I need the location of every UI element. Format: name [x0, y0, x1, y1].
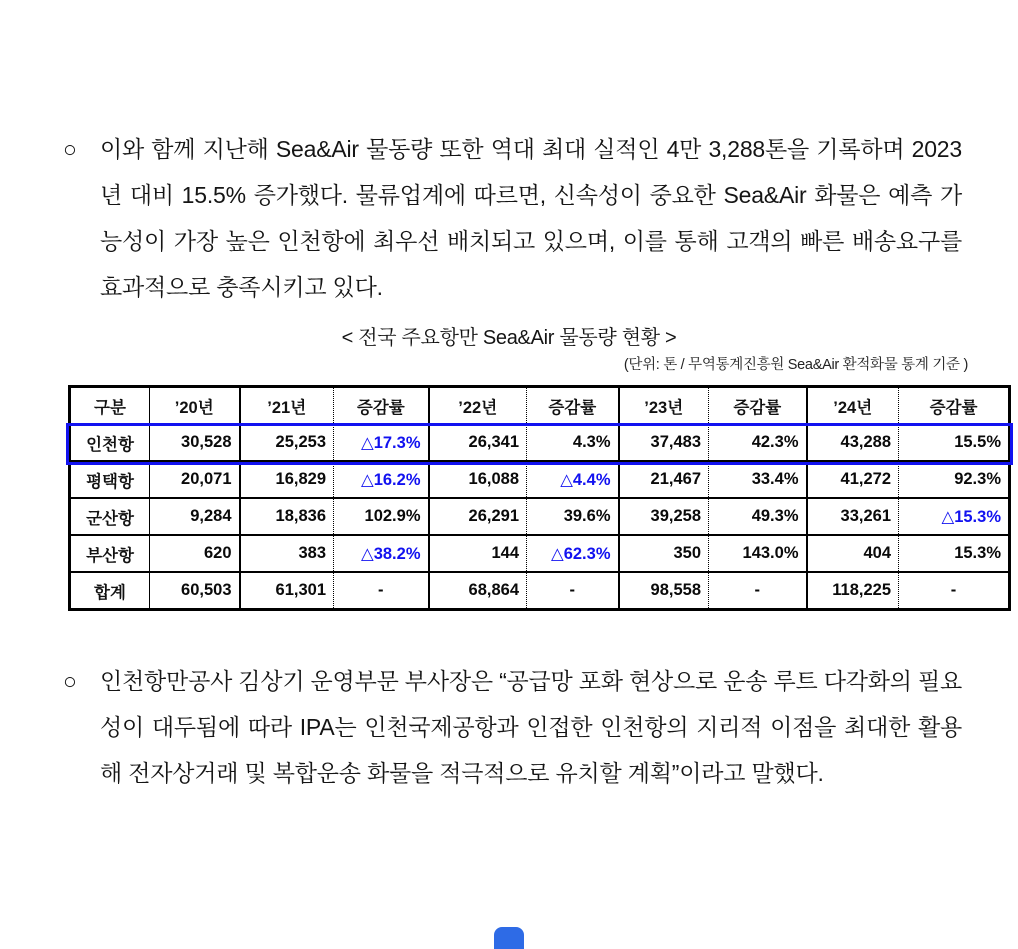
data-cell: 404 [807, 535, 899, 572]
table-row [70, 535, 1010, 572]
data-cell: - [527, 572, 619, 610]
cargo-volume-table [68, 385, 1011, 611]
cargo-table-wrapper [68, 385, 1011, 611]
data-cell: 43,288 [807, 424, 899, 461]
circle-bullet-icon: ○ [63, 136, 77, 162]
table-title: < 전국 주요항만 Sea&Air 물동량 현황 > [341, 327, 677, 349]
data-cell: - [899, 572, 1010, 610]
data-cell: 33,261 [807, 498, 899, 535]
column-header: 증감률 [709, 387, 807, 425]
data-cell: 41,272 [807, 461, 899, 498]
row-label: 평택항 [70, 461, 150, 498]
data-cell: 16,829 [240, 461, 334, 498]
column-header: ’24년 [807, 387, 899, 425]
column-header: 증감률 [334, 387, 429, 425]
data-cell: △15.3% [899, 498, 1010, 535]
data-cell: 21,467 [619, 461, 709, 498]
data-cell: △4.4% [527, 461, 619, 498]
data-cell: 39,258 [619, 498, 709, 535]
data-cell: 49.3% [709, 498, 807, 535]
data-cell: 4.3% [527, 424, 619, 461]
data-cell: 143.0% [709, 535, 807, 572]
data-cell: - [709, 572, 807, 610]
paragraph-2-text: 인천항만공사 김상기 운영부문 부사장은 “공급망 포화 현상으로 운송 루트 다각화의 필요성이 대두됨에 따라 IPA는 인천국제공항과 인접한 인천항의 지리적 이점을 최대한 활용해 전자상거래 및 복합운송 화물을 적극적으로 유치할 계획”이라고 말했다. [100, 668, 963, 786]
data-cell: 16,088 [429, 461, 527, 498]
data-cell: 37,483 [619, 424, 709, 461]
row-label: 인천항 [70, 424, 150, 461]
data-cell: 39.6% [527, 498, 619, 535]
data-cell: 26,341 [429, 424, 527, 461]
column-header: 증감률 [527, 387, 619, 425]
table-row [70, 572, 1010, 610]
column-header: 증감률 [929, 398, 978, 417]
data-cell: △17.3% [334, 424, 429, 461]
column-header: ’22년 [429, 387, 527, 425]
row-label: 부산항 [70, 535, 150, 572]
table-unit-note: (단위: 톤 / 무역통계진흥원 Sea&Air 환적화물 통계 기준 ) [623, 357, 968, 373]
data-cell: 61,301 [240, 572, 334, 610]
data-cell: 92.3% [899, 461, 1010, 498]
paragraph-2 [63, 658, 962, 796]
data-cell: 102.9% [334, 498, 429, 535]
table-header-row [70, 387, 1010, 425]
table-row [70, 461, 1010, 498]
data-cell: 20,071 [150, 461, 240, 498]
data-cell: 33.4% [709, 461, 807, 498]
data-cell: 9,284 [150, 498, 240, 535]
data-cell: △62.3% [527, 535, 619, 572]
table-row [70, 498, 1010, 535]
data-cell: 60,503 [150, 572, 240, 610]
data-cell: 118,225 [807, 572, 899, 610]
column-header: ’20년 [150, 387, 240, 425]
data-cell: △16.2% [334, 461, 429, 498]
data-cell: 620 [150, 535, 240, 572]
data-cell: △38.2% [334, 535, 429, 572]
data-cell: - [334, 572, 429, 610]
data-cell: 18,836 [240, 498, 334, 535]
data-cell: 30,528 [150, 424, 240, 461]
data-cell: 25,253 [240, 424, 334, 461]
row-label: 군산항 [70, 498, 150, 535]
data-cell: 68,864 [429, 572, 527, 610]
data-cell: 15.3% [899, 535, 1010, 572]
data-cell: 383 [240, 535, 334, 572]
circle-bullet-icon: ○ [63, 668, 77, 694]
table-row [70, 424, 1010, 461]
data-cell: 15.5% [899, 424, 1010, 461]
data-cell: 144 [429, 535, 527, 572]
column-header: ’21년 [240, 387, 334, 425]
row-label: 합계 [70, 572, 150, 610]
data-cell: 350 [619, 535, 709, 572]
data-cell: 42.3% [709, 424, 807, 461]
column-header: ’23년 [619, 387, 709, 425]
data-cell: 98,558 [619, 572, 709, 610]
paragraph-1 [63, 126, 962, 310]
bottom-blue-marker [494, 927, 524, 949]
data-cell: 26,291 [429, 498, 527, 535]
paragraph-1-text: 이와 함께 지난해 Sea&Air 물동량 또한 역대 최대 실적인 4만 3,288톤을 기록하며 2023년 대비 15.5% 증가했다. 물류업계에 따르면, 신속성이 중요한 Sea&Air 화물은 예측 가능성이 가장 높은 인천항에 최우선 배치되고 있으며, 이를 통해 고객의 빠른 배송요구를 효과적으로 충족시키고 있다. [100, 136, 962, 300]
column-header: 구분 [70, 387, 150, 425]
